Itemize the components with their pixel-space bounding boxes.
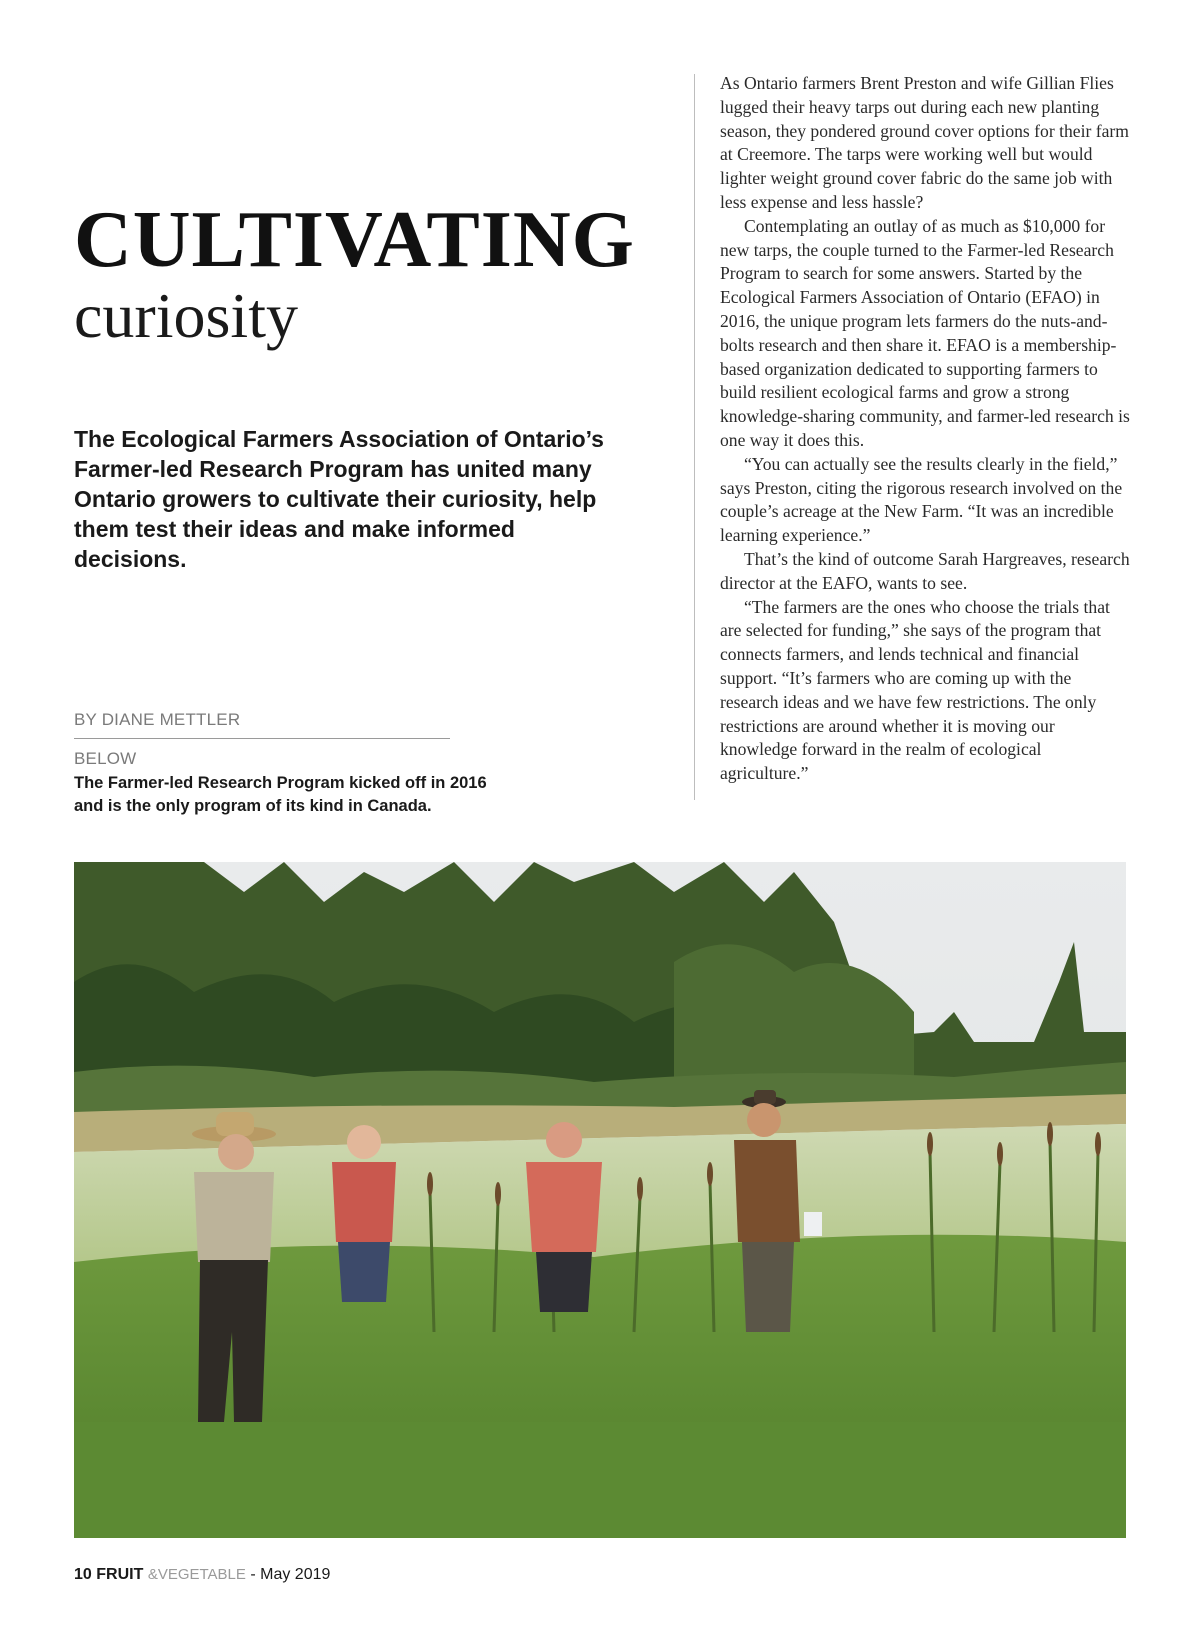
article-body — [720, 72, 1130, 786]
article-deck: The Ecological Farmers Association of Ontario’s Farmer-led Research Program has united many Ontario growers to cultivate their curiosity, help them test their ideas and make informed decisions. — [74, 426, 604, 572]
body-paragraph: That’s the kind of outcome Sarah Hargreaves, research director at the EAFO, wants to see. — [720, 548, 1130, 593]
field-photo-illustration — [74, 862, 1126, 1538]
article-title-sub: curiosity — [74, 280, 298, 351]
page-footer — [74, 1566, 330, 1584]
byline: BY DIANE METTLER — [74, 710, 450, 739]
body-paragraph: “The farmers are the ones who choose the trials that are selected for funding,” she says of the program that connects farmers, and lends technical and financial support. “It’s farmers who are coming up with the research ideas and we have few restrictions. The only restrictions are around whether it is moving our knowledge forward in the realm of ecological agriculture.” — [720, 596, 1110, 784]
body-paragraph: “You can actually see the results clearly in the field,” says Preston, citing the rigorous research involved on the couple’s acreage at the New Farm. “It was an incredible learning experience.” — [720, 453, 1123, 546]
issue-date: - May 2019 — [250, 1566, 331, 1583]
page-number: 10 — [74, 1566, 92, 1583]
body-paragraph: As Ontario farmers Brent Preston and wife Gillian Flies lugged their heavy tarps out during each new planting season, they pondered ground cover options for their farm at Creemore. The tarps were working well but would lighter weight ground cover fabric do the same job with less expense and less hassle? — [720, 73, 1129, 212]
field-photo — [74, 862, 1126, 1538]
magazine-brand-secondary: &VEGETABLE — [147, 1566, 246, 1583]
caption-label: BELOW — [74, 749, 137, 768]
article-title-main: CULTIVATING — [74, 196, 635, 284]
caption-text: The Farmer-led Research Program kicked off in 2016 and is the only program of its kind in Canada. — [74, 774, 487, 815]
body-paragraph: Contemplating an outlay of as much as $10,000 for new tarps, the couple turned to the Farmer-led Research Program to search for some answers. Started by the Ecological Farmers Association of Ontario (EFAO) in 2016, the unique program lets farmers do the nuts-and-bolts research and then share it. EFAO is a membership-based organization dedicated to supporting farmers to build resilient ecological farms and grow a strong knowledge-sharing community, and farmer-led research is one way it does this. — [720, 215, 1130, 450]
column-divider — [694, 74, 695, 800]
magazine-brand-primary: FRUIT — [96, 1566, 144, 1583]
